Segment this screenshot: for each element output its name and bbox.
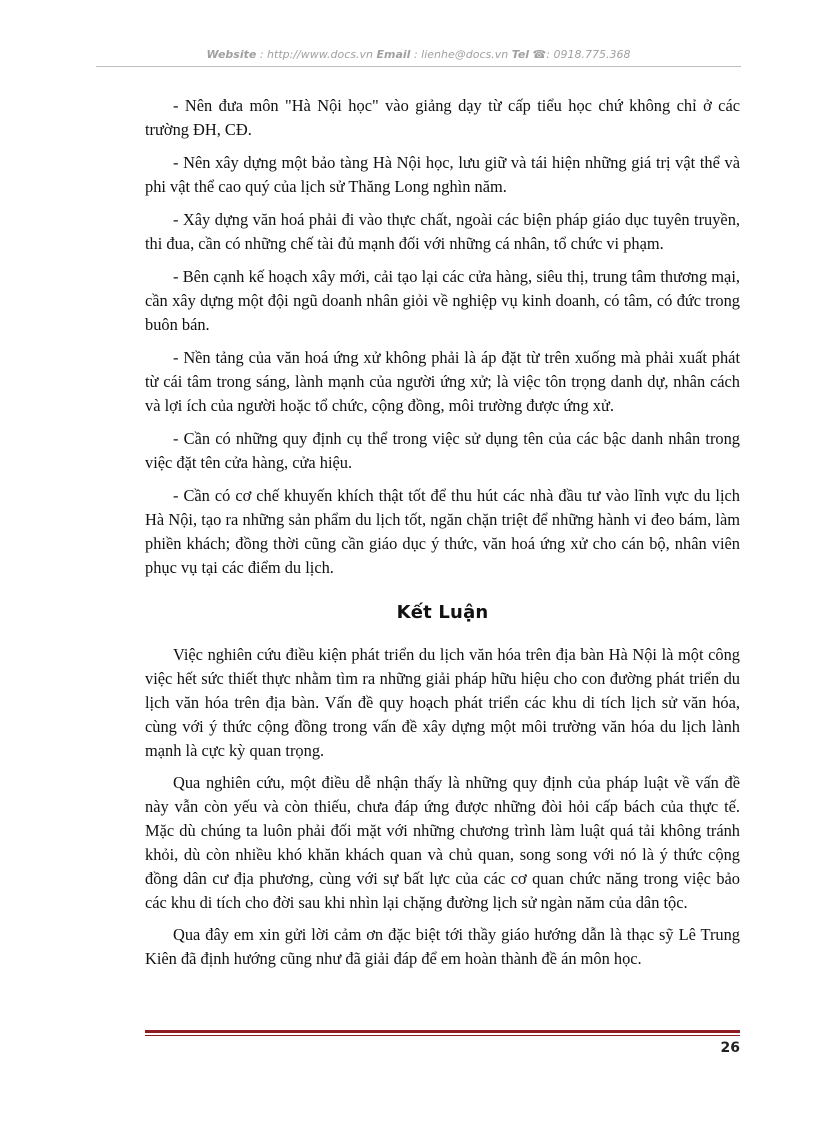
recommendation-item: - Nên đưa môn "Hà Nội học" vào giảng dạy từ cấp tiểu học chứ không chỉ ở các trường ĐH, CĐ. — [145, 96, 740, 139]
section-heading: Kết Luận — [396, 602, 489, 623]
header-website-label: Website — [206, 48, 257, 61]
footer-divider-thin — [145, 1035, 740, 1036]
recommendation-item: - Bên cạnh kế hoạch xây mới, cải tạo lại các cửa hàng, siêu thị, trung tâm thương mại, cần xây dựng một đội ngũ doanh nhân giỏi về nghiệp vụ kinh doanh, có tâm, có đức trong buôn bán. — [145, 267, 740, 334]
recommendation-item: - Xây dựng văn hoá phải đi vào thực chất, ngoài các biện pháp giáo dục tuyên truyền, thi đua, cần có những chế tài đủ mạnh đối với những cá nhân, tổ chức vi phạm. — [145, 210, 740, 253]
page-header — [96, 48, 741, 61]
header-email-value: : lienhe@docs.vn — [410, 48, 512, 61]
recommendation-item: - Nên xây dựng một bảo tàng Hà Nội học, lưu giữ và tái hiện những giá trị vật thể và phi vật thể cao quý của lịch sử Thăng Long nghìn năm. — [145, 153, 740, 196]
conclusion-paragraph: Qua đây em xin gửi lời cảm ơn đặc biệt tới thầy giáo hướng dẫn là thạc sỹ Lê Trung Kiên đã định hướng cũng như đã giải đáp để em hoàn thành đề án môn học. — [145, 925, 740, 968]
recommendation-item: - Cần có cơ chế khuyến khích thật tốt để thu hút các nhà đầu tư vào lĩnh vực du lịch Hà Nội, tạo ra những sản phẩm du lịch tốt, ngăn chặn triệt để những hành vi đeo bám, làm phiền khách; đồng thời cũng cần giáo dục ý thức, văn hoá ứng xử cho cán bộ, nhân viên phục vụ tại các điểm du lịch. — [145, 486, 740, 577]
page-number: 26 — [720, 1040, 740, 1056]
recommendation-item: - Nền tảng của văn hoá ứng xử không phải là áp đặt từ trên xuống mà phải xuất phát từ cái tâm trong sáng, lành mạnh của người ứng xử; là việc tôn trọng danh dự, nhân cách và lợi ích của người hoặc tổ chức, cộng đồng, môi trường được ứng xử. — [145, 348, 740, 415]
header-tel-value: ☎: 0918.775.368 — [529, 48, 631, 61]
header-website-value: : http://www.docs.vn — [256, 48, 377, 61]
footer-divider-thick — [145, 1030, 740, 1033]
header-divider — [96, 66, 741, 67]
conclusion-paragraph: Việc nghiên cứu điều kiện phát triển du lịch văn hóa trên địa bàn Hà Nội là một công việc hết sức thiết thực nhằm tìm ra những giải pháp hữu hiệu cho con đường phát triển du lịch văn hóa trên địa bàn. Vấn đề quy hoạch phát triển các khu di tích lịch sử văn hóa, cùng với ý thức cộng đồng trong vấn đề xây dựng một môi trường văn hóa du lịch lành mạnh là cực kỳ quan trọng. — [145, 645, 740, 760]
header-tel-label: Tel — [511, 48, 530, 61]
conclusion-section — [145, 643, 740, 971]
recommendation-list — [145, 94, 740, 580]
document-body — [145, 94, 740, 979]
header-email-label: Email — [376, 48, 411, 61]
conclusion-paragraph: Qua nghiên cứu, một điều dễ nhận thấy là những quy định của pháp luật về vấn đề này vẫn còn yếu và còn thiếu, chưa đáp ứng được những đòi hỏi cấp bách của thực tế. Mặc dù chúng ta luôn phải đối mặt với những chương trình làm luật quá tải không tránh khỏi, dù còn nhiều khó khăn khách quan và chủ quan, song song với nó là ý thức cộng đồng dân cư địa phương, cùng với sự bất lực của các cơ quan chức năng trong việc bảo các khu di tích cho đời sau khi nhìn lại chặng đường lịch sử ngàn năm của dân tộc. — [145, 773, 740, 912]
recommendation-item: - Cần có những quy định cụ thể trong việc sử dụng tên của các bậc danh nhân trong việc đặt tên cửa hàng, cửa hiệu. — [145, 429, 740, 472]
